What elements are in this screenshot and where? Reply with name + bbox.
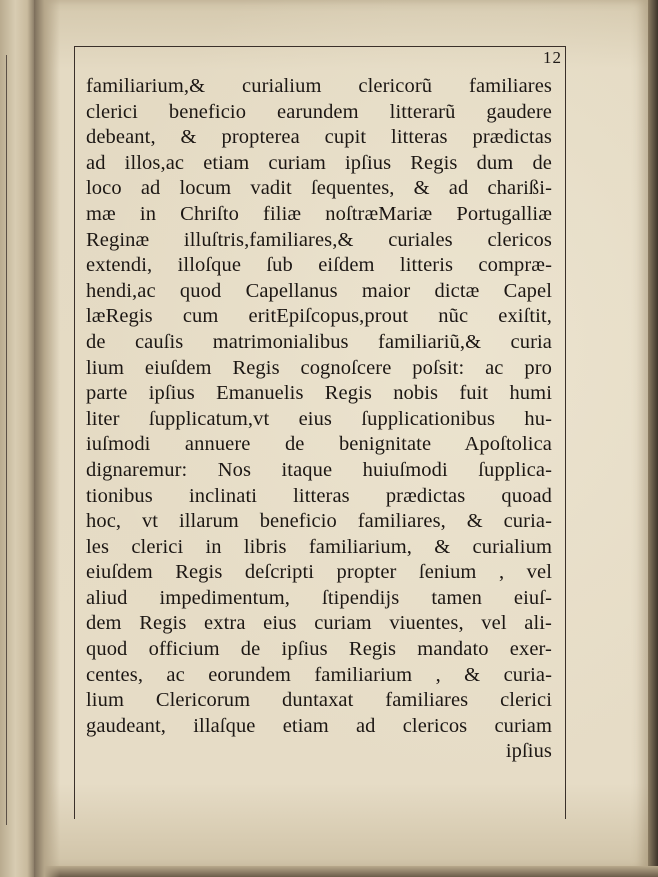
previous-page-rule: [6, 55, 7, 825]
text-line: hoc, vt illarum beneficio familiares, & curia-: [86, 510, 552, 533]
text-line: dignaremur: Nos itaque huiuſmodi ſupplica-: [86, 458, 552, 481]
text-line: les clerici in libris familiarium, & curialium: [86, 535, 552, 558]
text-line: aliud impedimentum, ſtipendijs tamen eiuſ-: [86, 586, 552, 609]
page-fore-edge: [648, 0, 658, 877]
text-line: lium Clericorum duntaxat familiares clerici: [86, 689, 552, 712]
text-line: quod officium de ipſius Regis mandato exer-: [86, 638, 552, 661]
text-line: tionibus inclinati litteras prædictas quoad: [86, 484, 552, 507]
text-line: mæ in Chriſto filiæ noſtræMariæ Portugalliæ: [86, 202, 552, 225]
text-line: eiuſdem Regis deſcripti propter ſenium , vel: [86, 561, 552, 584]
text-line: loco ad locum vadit ſequentes, & ad charißi-: [86, 177, 552, 200]
text-line: extendi, illoſque ſub eiſdem litteris compræ-: [86, 254, 552, 277]
text-line: lium eiuſdem Regis cognoſcere poſsit: ac pro: [86, 356, 552, 379]
previous-page-edge: [0, 0, 34, 877]
text-line: ad illos,ac etiam curiam ipſius Regis dum de: [86, 151, 552, 174]
text-line: hendi,ac quod Capellanus maior dictæ Capel: [86, 279, 552, 302]
text-line: centes, ac eorundem familiarium , & curia-: [86, 663, 552, 686]
text-line: Reginæ illuſtris,familiares,& curiales clericos: [86, 228, 552, 251]
gutter-shadow: [34, 0, 60, 877]
text-line: debeant, & propterea cupit litteras prædictas: [86, 126, 552, 149]
text-line: parte ipſius Emanuelis Regis nobis fuit humi: [86, 382, 552, 405]
text-line: de cauſis matrimonialibus familiariũ,& curia: [86, 330, 552, 353]
text-line: familiarium,& curialium clericorũ familiares: [86, 75, 552, 97]
text-line: læRegis cum eritEpiſcopus,prout nũc exiſtit,: [86, 305, 552, 328]
page-number: 12: [543, 48, 562, 67]
text-line: dem Regis extra eius curiam viuentes, vel ali-: [86, 612, 552, 635]
page-bottom-edge: [34, 866, 658, 877]
text-line: clerici beneficio earundem litterarũ gaudere: [86, 100, 552, 123]
text-line: gaudeant, illaſque etiam ad clericos curiam: [86, 714, 552, 737]
body-text: [86, 74, 552, 765]
text-line: iuſmodi annuere de benignitate Apoſtolica: [86, 433, 552, 456]
text-line: liter ſupplicatum,vt eius ſupplicationibus hu-: [86, 407, 552, 430]
catchword: ipſius: [505, 740, 552, 763]
